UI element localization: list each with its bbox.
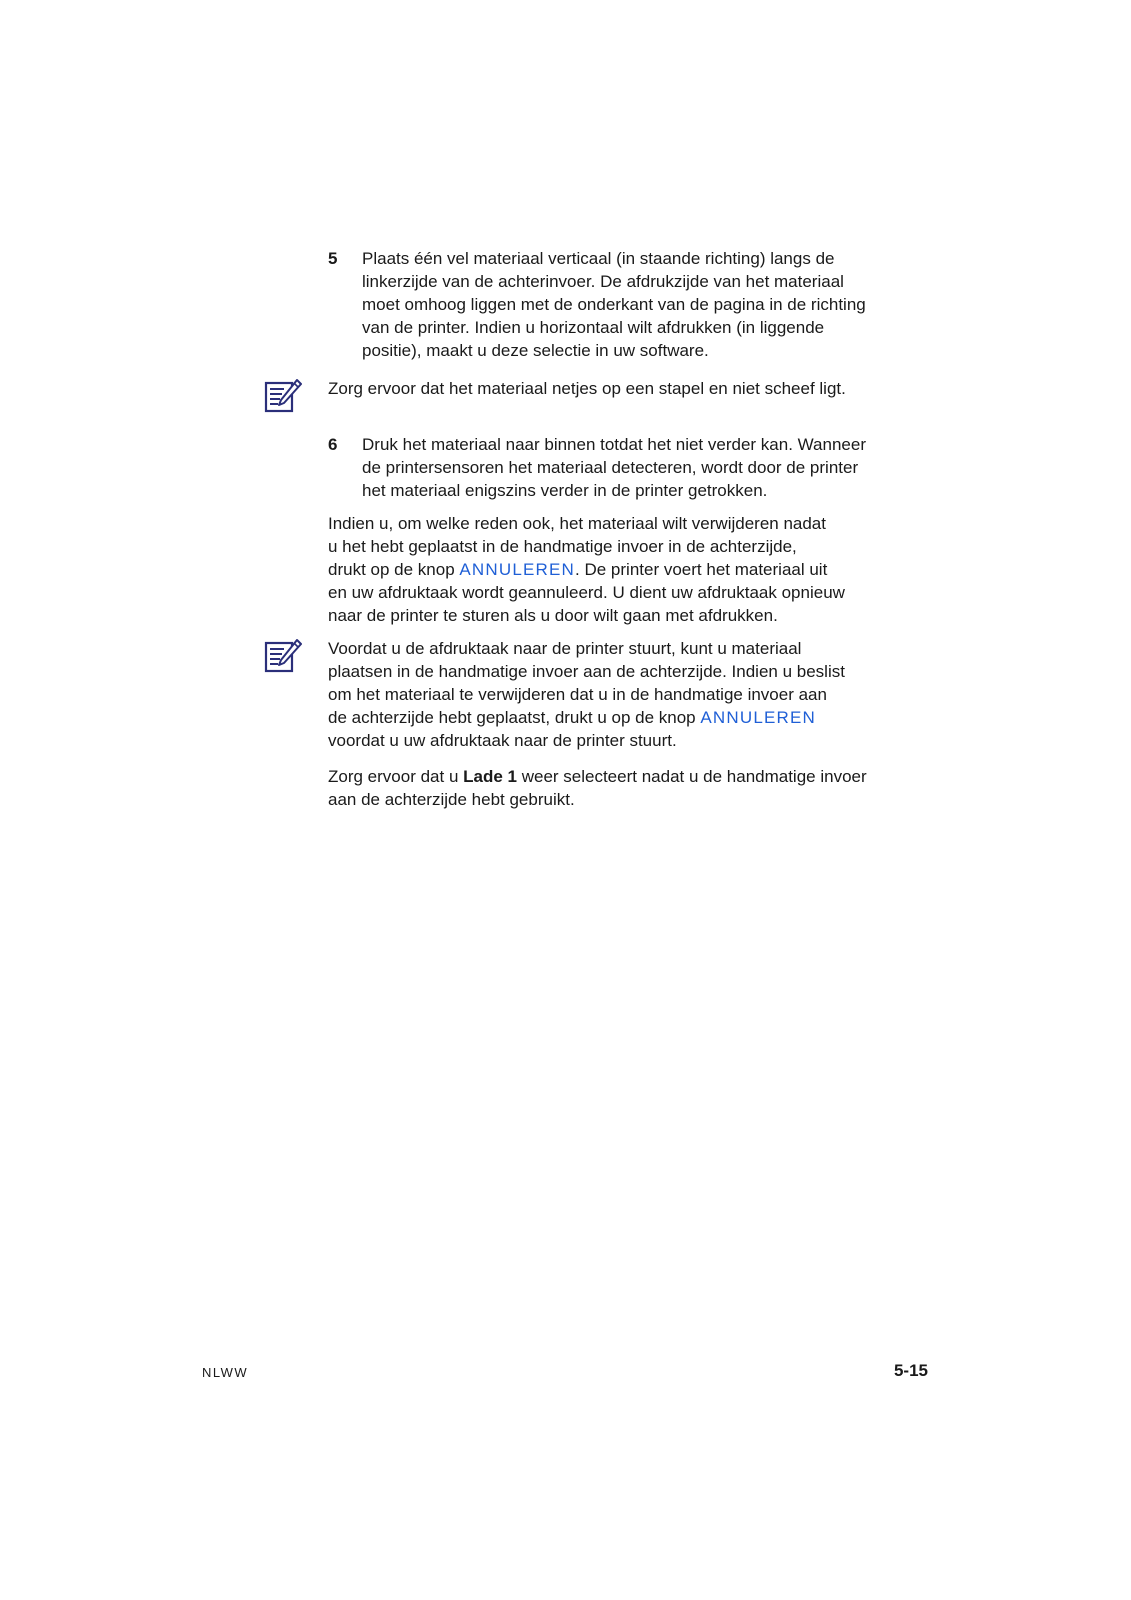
note-line: plaatsen in de handmatige invoer aan de achterzijde. Indien u beslist xyxy=(328,662,845,681)
page-number: 5-15 xyxy=(893,1361,928,1380)
paragraph-line: aan de achterzijde hebt gebruikt. xyxy=(328,790,575,809)
tray-label: Lade 1 xyxy=(463,767,517,786)
footer-locale-code: NLWW xyxy=(202,1365,249,1380)
note-line: Voordat u de afdruktaak naar de printer stuurt, kunt u materiaal xyxy=(328,639,802,658)
final-paragraph xyxy=(328,765,938,811)
paragraph-line: u het hebt geplaatst in de handmatige invoer in de achterzijde, xyxy=(328,537,797,556)
paragraph-line xyxy=(328,558,938,581)
step-line: moet omhoog liggen met de onderkant van de pagina in de richting xyxy=(362,295,866,314)
note-line xyxy=(328,706,938,729)
note-line: om het materiaal te verwijderen dat u in de handmatige invoer aan xyxy=(328,685,827,704)
note-text xyxy=(328,637,938,752)
step-6 xyxy=(328,433,938,502)
step-line: Druk het materiaal naar binnen totdat het niet verder kan. Wanneer xyxy=(362,435,866,454)
paragraph-text: drukt op de knop xyxy=(328,560,460,579)
step-text xyxy=(362,247,938,362)
paragraph-text: weer selecteert nadat u de handmatige invoer xyxy=(516,767,867,786)
note-text: Zorg ervoor dat het materiaal netjes op een stapel en niet scheef ligt. xyxy=(328,379,846,398)
cancel-key-label: ANNULEREN xyxy=(700,708,817,727)
step-line: Plaats één vel materiaal verticaal (in staande richting) langs de xyxy=(362,249,835,268)
note-2 xyxy=(328,637,938,752)
paragraph-line: Indien u, om welke reden ook, het materiaal wilt verwijderen nadat xyxy=(328,514,826,533)
paragraph-text: Zorg ervoor dat u xyxy=(328,767,464,786)
step-line: de printersensoren het materiaal detecteren, wordt door de printer xyxy=(362,458,859,477)
step-line: van de printer. Indien u horizontaal wilt afdrukken (in liggende xyxy=(362,318,825,337)
note-text-part: de achterzijde hebt geplaatst, drukt u op de knop xyxy=(328,708,701,727)
step-line: het materiaal enigszins verder in de printer getrokken. xyxy=(362,481,768,500)
note-1 xyxy=(328,377,938,400)
note-icon xyxy=(264,637,302,673)
paragraph-line: en uw afdruktaak wordt geannuleerd. U dient uw afdruktaak opnieuw xyxy=(328,583,845,602)
step-number: 6 xyxy=(328,435,338,454)
note-icon xyxy=(264,377,302,413)
cancel-paragraph xyxy=(328,512,938,627)
paragraph-line xyxy=(328,765,938,788)
cancel-key-label: ANNULEREN xyxy=(459,560,576,579)
paragraph-text: . De printer voert het materiaal uit xyxy=(575,560,828,579)
note-line: voordat u uw afdruktaak naar de printer stuurt. xyxy=(328,731,677,750)
step-line: linkerzijde van de achterinvoer. De afdrukzijde van het materiaal xyxy=(362,272,844,291)
step-text xyxy=(362,433,938,502)
step-number: 5 xyxy=(328,249,338,268)
page-content xyxy=(328,247,938,811)
paragraph-line: naar de printer te sturen als u door wilt gaan met afdrukken. xyxy=(328,606,778,625)
step-5 xyxy=(328,247,938,362)
step-line: positie), maakt u deze selectie in uw software. xyxy=(362,341,709,360)
